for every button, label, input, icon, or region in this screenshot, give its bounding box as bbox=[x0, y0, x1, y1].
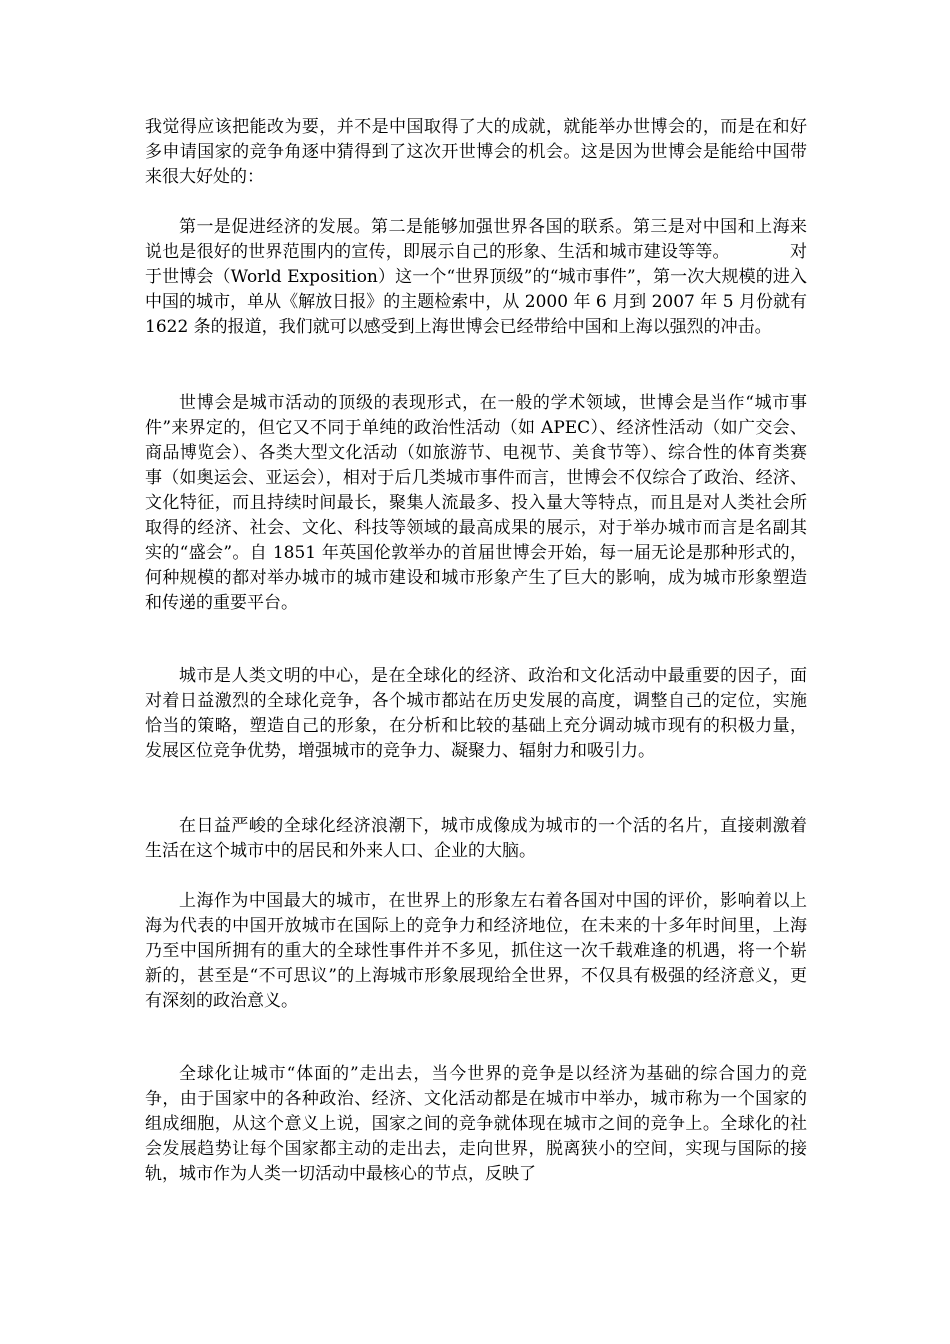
paragraph-2: 第一是促进经济的发展。第二是能够加强世界各国的联系。第三是对中国和上海来说也是很好的世界范围内的宣传，即展示自己的形象、生活和城市建设等等。 对于世博会（World Exposition）这一个“世界顶级”的“城市事件”，第一次大规模的进入中国的城市，单从《解放日报》的主题检索中，从 2000 年 6 月到 2007 年 5 月份就有 1622 条的报道，我们就可以感受到上海世博会已经带给中国和上海以强烈的冲击。 bbox=[145, 217, 807, 337]
paragraph-5: 在日益严峻的全球化经济浪潮下，城市成像成为城市的一个活的名片，直接刺激着生活在这个城市中的居民和外来人口、企业的大脑。 bbox=[145, 816, 807, 861]
paragraph-3: 世博会是城市活动的顶级的表现形式，在一般的学术领域，世博会是当作“城市事件”来界定的，但它又不同于单纯的政治性活动（如 APEC）、经济性活动（如广交会、商品博览会）、各类大型文化活动（如旅游节、电视节、美食节等）、综合性的体育类赛事（如奥运会、亚运会），相对于后几类城市事件而言，世博会不仅综合了政治、经济、文化特征，而且持续时间最长，聚集人流最多、投入量大等特点，而且是对人类社会所取得的经济、社会、文化、科技等领域的最高成果的展示，对于举办城市而言是名副其实的“盛会”。自 1851 年英国伦敦举办的首届世博会开始，每一届无论是那种形式的，何种规模的都对举办城市的城市建设和城市形象产生了巨大的影响，成为城市形象塑造和传递的重要平台。 bbox=[145, 393, 807, 613]
paragraph-1: 我觉得应该把能改为要，并不是中国取得了大的成就，就能举办世博会的，而是在和好多申请国家的竞争角逐中猜得到了这次开世博会的机会。这是因为世博会是能给中国带来很大好处的： bbox=[145, 117, 807, 187]
paragraph-4: 城市是人类文明的中心，是在全球化的经济、政治和文化活动中最重要的因子，面对着日益激烈的全球化竞争，各个城市都站在历史发展的高度，调整自己的定位，实施恰当的策略，塑造自己的形象，在分析和比较的基础上充分调动城市现有的积极力量，发展区位竞争优势，增强城市的竞争力、凝聚力、辐射力和吸引力。 bbox=[145, 666, 807, 761]
paragraph-6: 上海作为中国最大的城市，在世界上的形象左右着各国对中国的评价，影响着以上海为代表的中国开放城市在国际上的竞争力和经济地位，在未来的十多年时间里，上海乃至中国所拥有的重大的全球性事件并不多见，抓住这一次千载难逢的机遇，将一个崭新的，甚至是“不可思议”的上海城市形象展现给全世界，不仅具有极强的经济意义，更有深刻的政治意义。 bbox=[145, 891, 807, 1011]
paragraph-7: 全球化让城市“体面的”走出去，当今世界的竞争是以经济为基础的综合国力的竞争，由于国家中的各种政治、经济、文化活动都是在城市中举办，城市称为一个国家的组成细胞，从这个意义上说，国家之间的竞争就体现在城市之间的竞争上。全球化的社会发展趋势让每个国家都主动的走出去，走向世界，脱离狭小的空间，实现与国际的接轨，城市作为人类一切活动中最核心的节点，反映了 bbox=[145, 1064, 807, 1184]
